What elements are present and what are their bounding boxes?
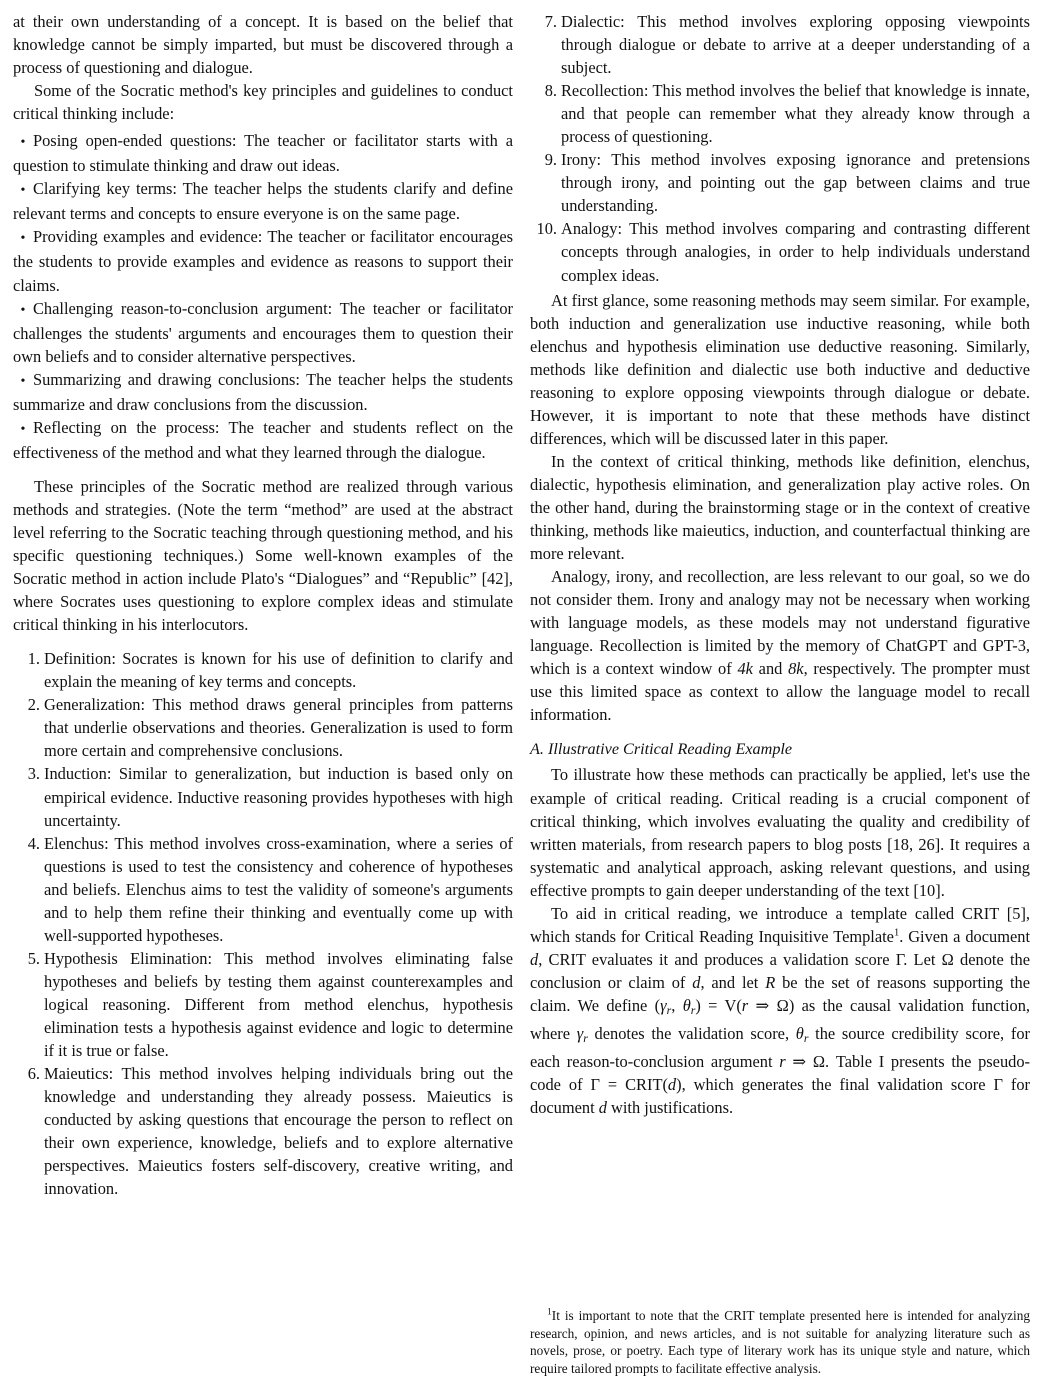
list-item-text: Clarifying key terms: The teacher helps the students clarify and define relevant terms and concepts to ensure everyone is on the same page. (13, 179, 513, 224)
list-item (13, 693, 513, 762)
math-d: d (667, 1074, 677, 1094)
list-item (13, 947, 513, 1062)
crit-s7: be the set of reasons supporting the claim. We define ( (530, 972, 1030, 1015)
list-item-text: Maieutics: This method involves helping individuals bring out the knowledge and understanding they already possess. Maieutics is conducted by asking questions that encourage the person to reflect on their own experience, knowledge, beliefs and to explore alternative perspectives. Maieutics fosters self-discovery, creative writing, and innovation. (44, 1064, 513, 1199)
list-marker: 8. (544, 81, 557, 101)
list-marker: 2. (27, 695, 40, 715)
list-item-text: Posing open-ended questions: The teacher or facilitator starts with a question to stimulate thinking and draw out ideas. (13, 131, 513, 176)
crit-s17: ), which generates the final validation score (676, 1074, 994, 1094)
list-item (13, 647, 513, 693)
list-marker: 7. (544, 12, 557, 31)
list-item (13, 416, 513, 464)
bullet-icon: • (20, 183, 26, 199)
list-item-text: Reflecting on the process: The teacher and students reflect on the effectiveness of the method and what they learned through the dialogue. (13, 417, 513, 462)
crit-s4: . Let (903, 949, 942, 969)
list-item (530, 10, 1030, 79)
crit-s15: . Table I presents the pseudo-code of (530, 1051, 1030, 1094)
list-item (13, 225, 513, 296)
math-gamma-capital: Γ (895, 949, 904, 969)
paragraph-first-glance: At first glance, some reasoning methods may seem similar. For example, both induction and generalization use inductive reasoning, while both elenchus and hypothesis elimination use deductive reasoning. Similarly, methods like definition and dialectic use both inductive and deductive reasoning to explore opposing viewpoints through dialogue or debate. However, it is important to note that these methods have distinct differences, which will be discussed later in this paper. (530, 290, 1030, 448)
math-gamma-capital: Γ (993, 1074, 1003, 1094)
footnote-marker: 1 (547, 1306, 552, 1318)
list-item (13, 1062, 513, 1200)
math-theta: θ (795, 1023, 804, 1043)
math-d: d (692, 972, 701, 992)
analogy-text-part2: , respectively. The prompter must use this limited space as context to allow the language model to recall information. (530, 659, 1030, 725)
math-theta-subscript: r (803, 1030, 809, 1045)
list-marker: 3. (27, 764, 40, 784)
crit-s9: ) = V( (695, 995, 742, 1015)
list-item-text: Analogy: This method involves comparing and contrasting different concepts through analogies, in order to help individuals understand complex ideas. (561, 219, 1030, 285)
list-item-text: Dialectic: This method involves exploring opposing viewpoints through dialogue or debate to arrive at a deeper understanding of a subject. (561, 12, 1030, 78)
list-item (13, 177, 513, 225)
paragraph-continuation: at their own understanding of a concept. It is based on the belief that knowledge cannot be simply imparted, but must be discovered through a process of questioning and dialogue. (13, 12, 513, 78)
bullet-icon: • (20, 231, 26, 247)
paragraph-illustrate: To illustrate how these methods can practically be applied, let's use the example of critical reading. Critical reading is a crucial component of critical thinking, which involves evaluating the quality and credibility of written materials, from research papers to blog posts [18, 26]. It requires a systematic and analytical approach, asking relevant questions, and using effective prompts to gain deeper understanding of the text [10]. (530, 765, 1030, 900)
list-item (13, 832, 513, 947)
paragraph-intro: Some of the Socratic method's key principles and guidelines to conduct critical thinking include: (13, 81, 513, 124)
footnote-reference-marker[interactable]: 1 (893, 927, 900, 939)
crit-s13: the source credibility score, for each reason-to-conclusion argument (530, 1023, 1030, 1071)
list-item-text: Summarizing and drawing conclusions: The teacher helps the students summarize and draw conclusions from the discussion. (13, 369, 513, 414)
math-r: r (779, 1051, 786, 1071)
list-marker: 10. (536, 219, 557, 239)
list-item (13, 762, 513, 831)
list-item (13, 368, 513, 416)
crit-s12: denotes the validation score, (587, 1023, 796, 1043)
footnote (530, 1296, 1030, 1377)
crit-s18: for document (530, 1074, 1030, 1117)
math-gamma-subscript: r (583, 1030, 588, 1045)
math-omega: Ω (776, 995, 789, 1015)
math-gamma-capital: Γ (590, 1074, 600, 1094)
math-omega: Ω (941, 949, 954, 969)
list-item-text: Providing examples and evidence: The teacher or facilitator encourages the students to provide examples and evidence as reasons to support their claims. (13, 227, 513, 295)
list-item-text: Generalization: This method draws general principles from patterns that underlie observations and theories. Generalization is used to form more certain and comprehensive conclusions. (44, 695, 513, 761)
math-8k: 8k (788, 659, 804, 679)
two-column-layout (13, 10, 1030, 1377)
crit-s19: with justifications. (606, 1097, 734, 1117)
math-gamma: γ (660, 995, 667, 1015)
list-item-text: Definition: Socrates is known for his use of definition to clarify and explain the meaning of key terms and concepts. (44, 649, 513, 692)
bullet-icon: • (20, 302, 26, 318)
list-marker: 4. (27, 833, 40, 853)
right-column (530, 10, 1030, 1377)
paragraph-context: In the context of critical thinking, methods like definition, elenchus, dialectic, hypothesis elimination, and generalization play active roles. On the other hand, during the brainstorming stage or in the context of creative thinking, methods like maieutics, induction, and counterfactual thinking are more relevant. (530, 451, 1030, 564)
list-item-text: Induction: Similar to generalization, but induction is based only on empirical evidence. Inductive reasoning provides hypotheses with high uncertainty. (44, 764, 513, 830)
math-d: d (598, 1097, 607, 1117)
math-d: d (530, 949, 539, 969)
bullet-icon: • (20, 373, 26, 389)
math-4k: 4k (737, 659, 753, 679)
math-r: r (741, 995, 749, 1015)
math-theta-subscript: r (690, 1002, 696, 1017)
math-theta: θ (682, 995, 691, 1015)
list-marker: 1. (27, 649, 40, 669)
bullet-icon: • (20, 421, 26, 437)
list-marker: 6. (27, 1064, 40, 1084)
list-item (530, 79, 1030, 148)
math-gamma: γ (576, 1023, 584, 1043)
list-item (13, 297, 513, 368)
list-item-text: Challenging reason-to-conclusion argument: The teacher or facilitator challenges the students' arguments and encourages them to question their own beliefs and to consider alternative perspectives. (13, 298, 513, 366)
list-item-text: Elenchus: This method involves cross-examination, where a series of questions is used to test the consistency and coherence of hypotheses and beliefs. Elenchus aims to test the validity of someone's arguments and to help them refine their thinking and eventually come up with well-supported hypotheses. (44, 833, 513, 945)
crit-s8: , (671, 995, 683, 1015)
math-R: R (765, 972, 776, 992)
list-marker: 5. (27, 948, 40, 968)
list-item-text: Recollection: This method involves the belief that knowledge is innate, and that people can remember what they already know through a process of questioning. (561, 81, 1030, 147)
crit-s3: , CRIT evaluates it and produces a validation score (538, 949, 896, 969)
left-column (13, 10, 513, 1377)
math-gamma-subscript: r (666, 1002, 672, 1017)
socratic-principles-bullet-list (13, 129, 513, 464)
list-item-text: Irony: This method involves exposing ignorance and pretensions through irony, and pointing out the gap between claims and true understanding. (561, 150, 1030, 216)
crit-s11: ) as the causal validation function, where (530, 995, 1030, 1043)
list-marker: 9. (544, 150, 557, 170)
crit-s2: . Given a document (899, 926, 1030, 946)
list-item-text: Hypothesis Elimination: This method involves eliminating false hypotheses and beliefs by testing them against counterexamples and logical reasoning. Different from method elenchus, hypothesis elimination tests a hypothesis against evidence and logic to determine if it is true or false. (44, 948, 513, 1061)
math-omega: Ω (812, 1051, 826, 1071)
bullet-icon: • (20, 135, 26, 151)
analogy-text-mid: and (752, 659, 789, 679)
analogy-text-part1: Analogy, irony, and recollection, are less relevant to our goal, so we do not consider them. Irony and analogy may not be necessary when working with language models, as these models may not understand figurative language. Recollection is limited by the memory of ChatGPT and GPT-3, which is a context window of (530, 567, 1030, 679)
list-item (530, 148, 1030, 217)
crit-s16: = CRIT( (599, 1074, 668, 1094)
paragraph-analogy (530, 565, 1030, 726)
section-heading-illustrative-critical-reading: A. Illustrative Critical Reading Example (530, 740, 793, 759)
socratic-methods-numbered-list-part2 (530, 10, 1030, 287)
paragraph-crit-definition (530, 902, 1030, 1119)
crit-s14: ⇒ (785, 1051, 813, 1071)
list-item (13, 129, 513, 177)
crit-s1: To aid in critical reading, we introduce a template called CRIT [5], which stands for Critical Reading Inquisitive Template (530, 903, 1030, 946)
paragraph-methods: These principles of the Socratic method are realized through various methods and strategies. (Note the term “method” are used at the abstract level referring to the Socratic teaching through questioning method, and his specific questioning techniques.) Some well-known examples of the Socratic method in action include Plato's “Dialogues” and “Republic” [42], where Socrates uses questioning to explore complex ideas and stimulate critical thinking in his interlocutors. (13, 476, 513, 635)
footnote-text: It is important to note that the CRIT template presented here is intended for analyzing research, opinion, and news articles, and is not suitable for analyzing literature such as novels, prose, or poetry. Each type of literary work has its unique style and nature, which require tailored prompts to facilitate effective analysis. (530, 1308, 1030, 1376)
socratic-methods-numbered-list-part1 (13, 647, 513, 1200)
list-item (530, 217, 1030, 286)
crit-s5: denote the conclusion or claim of (530, 949, 1030, 992)
crit-s6: , and let (700, 972, 766, 992)
crit-s10: ⇒ (748, 995, 777, 1015)
